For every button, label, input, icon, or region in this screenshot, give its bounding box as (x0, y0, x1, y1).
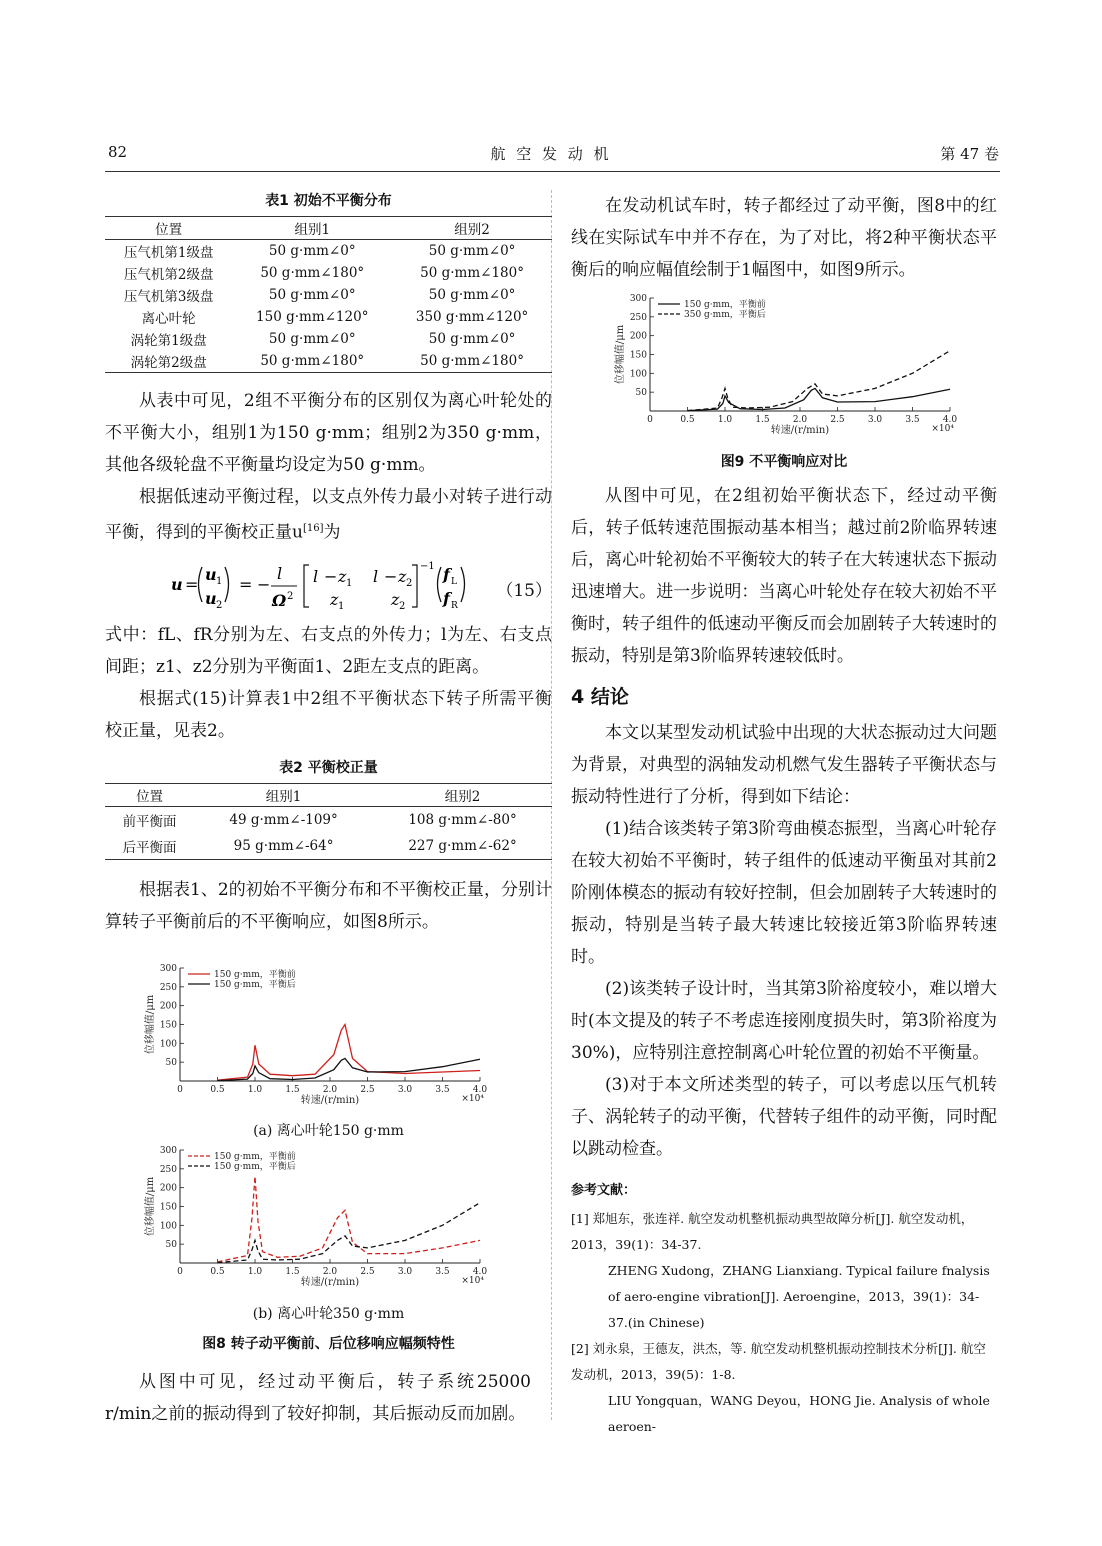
legend-label: 150 g·mm，平衡前 (684, 300, 766, 310)
paragraph: 根据表1、2的初始不平衡分布和不平衡校正量，分别计算转子平衡前后的不平衡响应，如图8所示。 (105, 879, 552, 932)
table-cell: 压气机第1级盘 (123, 245, 214, 261)
y-tick-label: 200 (159, 1001, 177, 1012)
table-cell: 150 g·mm∠120° (256, 309, 369, 325)
x-tick-label: 2.5 (830, 415, 845, 425)
x-tick-label: 0 (177, 1085, 183, 1095)
y-tick-label: 50 (635, 388, 647, 399)
table-row (105, 806, 552, 833)
svg-text:−: − (257, 574, 271, 594)
equation-15 (105, 549, 552, 619)
table-cell: 后平衡面 (105, 833, 194, 860)
x-tick-label: 1.0 (717, 415, 733, 425)
table1-header: 位置 (105, 217, 232, 240)
x-tick-label: 2.0 (322, 1267, 338, 1277)
x-multiplier-label: ×10⁴ (931, 424, 954, 434)
table-cell: 压气机第3级盘 (123, 289, 214, 305)
reference-item: LIU Yongquan，WANG Deyou，HONG Jie. Analysis of whole aeroen- (608, 1393, 990, 1434)
svg-text:=: = (239, 574, 253, 594)
y-tick-label: 250 (159, 982, 177, 993)
table-row (105, 240, 552, 263)
legend-label: 350 g·mm，平衡后 (684, 310, 766, 320)
paragraph: 从图中可见，在2组初始平衡状态下，经过动平衡后，转子低转速范围振动基本相当；越过前2阶临界转速后，离心叶轮初始不平衡较大的转子在大转速状态下振动迅速增大。进一步说明：当离心叶轮处存在较大初始不平衡时，转子组件的低速动平衡反而会加剧转子大转速时的振动，特别是第3阶临界转速较低时。 (571, 486, 997, 666)
paragraph (105, 481, 552, 549)
svg-text:1: 1 (346, 577, 353, 589)
svg-text:1: 1 (216, 575, 223, 587)
table1-header: 组别1 (232, 217, 392, 240)
references-heading: 参考文献： (571, 1183, 637, 1198)
y-tick-label: 300 (629, 294, 647, 304)
paragraph-text: 为 (323, 522, 341, 543)
page-number: 82 (108, 143, 128, 161)
svg-text:R: R (451, 600, 458, 611)
table1 (105, 216, 552, 373)
table-cell: 50 g·mm∠0° (428, 243, 516, 259)
svg-text:2: 2 (216, 599, 223, 611)
table2-header: 组别2 (373, 783, 552, 806)
table-cell: 50 g·mm∠0° (428, 287, 516, 303)
x-tick-label: 2.5 (360, 1267, 375, 1277)
table-cell: 350 g·mm∠120° (415, 309, 529, 325)
y-tick-label: 300 (159, 964, 177, 974)
svg-text:l: l (373, 566, 379, 586)
x-multiplier-label: ×10⁴ (461, 1094, 484, 1104)
svg-text:1: 1 (338, 600, 345, 612)
table-cell: 50 g·mm∠0° (268, 331, 356, 347)
table2-caption: 表2 平衡校正量 (279, 759, 378, 776)
x-tick-label: 4.0 (472, 1085, 488, 1095)
x-tick-label: 0.5 (210, 1267, 225, 1277)
table-cell: 95 g·mm∠-64° (194, 833, 373, 860)
paragraph: 根据式(15)计算表1中2组不平衡状态下转子所需平衡校正量，见表2。 (105, 688, 552, 741)
table-cell: 227 g·mm∠-62° (373, 833, 552, 860)
x-tick-label: 0.5 (210, 1085, 225, 1095)
legend-label: 150 g·mm，平衡前 (214, 970, 296, 980)
table1-caption: 表1 初始不平衡分布 (265, 193, 392, 209)
paragraph: (1)结合该类转子第3阶弯曲模态振型，当离心叶轮存在较大初始不平衡时，转子组件的低速动平衡虽对其前2阶刚体模态的振动有较好控制，但会加剧转子大转速时的振动，特别是当转子最大转速比较接近第3阶临界转速时。 (571, 819, 997, 967)
paragraph: 从图中可见，经过动平衡后，转子系统25000 r/min之前的振动得到了较好抑制，其后振动反而加剧。 (105, 1372, 531, 1424)
series-line (688, 388, 951, 410)
y-tick-label: 100 (159, 1221, 177, 1232)
x-axis-label: 转速/(r/min) (300, 1277, 360, 1288)
svg-text:u: u (171, 574, 183, 594)
x-tick-label: 2.0 (322, 1085, 338, 1095)
svg-text:u: u (205, 564, 217, 584)
table-cell: 前平衡面 (122, 813, 177, 830)
y-tick-label: 50 (165, 1058, 177, 1069)
svg-text:z: z (391, 589, 400, 609)
x-multiplier-label: ×10⁴ (461, 1276, 484, 1286)
x-tick-label: 3.5 (905, 415, 920, 425)
svg-text:L: L (451, 576, 457, 587)
table-row (105, 262, 552, 284)
x-axis-label: 转速/(r/min) (300, 1095, 360, 1106)
svg-text:−: − (324, 566, 338, 586)
right-column (571, 190, 997, 286)
x-tick-label: 1.5 (285, 1267, 300, 1277)
x-tick-label: 3.5 (435, 1267, 450, 1277)
y-tick-label: 250 (629, 312, 647, 323)
x-tick-label: 0.5 (680, 415, 695, 425)
x-tick-label: 4.0 (472, 1267, 488, 1277)
chart-fig9 (571, 290, 997, 440)
svg-text:2: 2 (399, 600, 406, 612)
table-row (105, 284, 552, 306)
x-tick-label: 0 (647, 415, 653, 425)
x-tick-label: 4.0 (942, 415, 958, 425)
table-row (105, 350, 552, 373)
x-tick-label: 3.0 (397, 1085, 413, 1095)
table-cell: 50 g·mm∠0° (268, 243, 356, 259)
y-tick-label: 100 (159, 1039, 177, 1050)
y-axis-label: 位移幅值/μm (145, 994, 156, 1055)
legend-label: 150 g·mm，平衡后 (214, 980, 296, 990)
chart-fig8b (105, 1144, 552, 1302)
table-cell: 50 g·mm∠0° (428, 331, 516, 347)
table-cell: 涡轮第1级盘 (130, 333, 207, 349)
y-axis-label: 位移幅值/μm (615, 324, 626, 385)
section-heading: 4 结论 (571, 686, 629, 708)
svg-text:2: 2 (287, 590, 294, 602)
table-cell: 压气机第2级盘 (123, 267, 214, 283)
table-cell: 50 g·mm∠180° (392, 350, 552, 373)
y-tick-label: 150 (159, 1020, 177, 1031)
x-tick-label: 3.0 (867, 415, 883, 425)
y-tick-label: 50 (165, 1240, 177, 1251)
svg-text:z: z (338, 566, 347, 586)
x-tick-label: 1.5 (285, 1085, 300, 1095)
svg-text:=: = (185, 574, 199, 594)
paragraph: 本文以某型发动机试验中出现的大状态振动过大问题为背景，对典型的涡轴发动机燃气发生器转子平衡状态与振动特性进行了分析，得到如下结论： (571, 723, 997, 807)
x-tick-label: 2.5 (360, 1085, 375, 1095)
x-tick-label: 0 (177, 1267, 183, 1277)
svg-text:z: z (398, 566, 407, 586)
paragraph: (3)对于本文所述类型的转子，可以考虑以压气机转子、涡轮转子的动平衡，代替转子组件的动平衡，同时配以跳动检查。 (571, 1075, 997, 1159)
svg-text:z: z (330, 589, 339, 609)
y-tick-label: 250 (159, 1164, 177, 1175)
series-line (218, 1058, 481, 1080)
table-cell: 108 g·mm∠-80° (408, 811, 517, 828)
series-line (218, 1025, 481, 1081)
legend-label: 150 g·mm，平衡前 (214, 1152, 296, 1162)
right-column-body (571, 480, 997, 1440)
header-rule (105, 171, 1000, 172)
table-row (105, 328, 552, 350)
x-tick-label: 2.0 (792, 415, 808, 425)
table1-header: 组别2 (392, 217, 552, 240)
y-tick-label: 100 (629, 369, 647, 380)
left-column (105, 190, 552, 938)
x-axis-label: 转速/(r/min) (770, 425, 830, 436)
svg-text:Ω: Ω (272, 590, 287, 610)
y-tick-label: 300 (159, 1146, 177, 1156)
figure8-caption: 图8 转子动平衡前、后位移响应幅频特性 (202, 1336, 455, 1352)
journal-title: 航 空 发 动 机 (490, 145, 612, 163)
reference-item: ZHENG Xudong，ZHANG Lianxiang. Typical failure fnalysis of aero-engine vibration[J]. Aeroengine，2013，39(1)：34-37.(in Chinese) (608, 1263, 990, 1330)
paragraph: 式中：fL、fR分别为左、右支点的外传力；l为左、右支点间距；z1、z2分别为平衡面1、2距左支点的距离。 (105, 624, 552, 677)
equation-number: （15） (496, 580, 552, 601)
table-cell: 50 g·mm∠0° (268, 287, 356, 303)
paragraph-text: 根据低速动平衡过程，以支点外传力最小对转子进行动平衡，得到的平衡校正量u (105, 487, 552, 543)
table-cell: 50 g·mm∠180° (260, 265, 365, 281)
svg-text:−1: −1 (420, 560, 435, 572)
reference-item: [2] 刘永泉，王德友，洪杰，等. 航空发动机整机振动控制技术分析[J]. 航空发动机，2013，39(5)：1-8. (571, 1341, 986, 1382)
table2 (105, 783, 552, 860)
svg-text:−: − (384, 566, 398, 586)
figure9-caption: 图9 不平衡响应对比 (720, 454, 848, 470)
equation-graphic (105, 549, 552, 619)
chart-fig8a (105, 960, 552, 1118)
y-tick-label: 150 (159, 1202, 177, 1213)
figure8a-subcaption: (a) 离心叶轮150 g·mm (253, 1123, 404, 1139)
citation: [16] (302, 523, 324, 534)
table-cell: 50 g·mm∠180° (420, 265, 524, 281)
table2-header: 位置 (105, 783, 194, 806)
svg-text:u: u (205, 588, 217, 608)
table2-header: 组别1 (194, 783, 373, 806)
y-axis-label: 位移幅值/μm (145, 1176, 156, 1237)
svg-text:l: l (277, 563, 283, 583)
table-row (105, 306, 552, 328)
volume-label: 第 47 卷 (940, 145, 999, 163)
table-row (105, 833, 552, 860)
svg-text:2: 2 (406, 577, 413, 589)
paragraph: (2)该类转子设计时，当其第3阶裕度较小，难以增大时(本文提及的转子不考虑连接刚度损失时，第3阶裕度为30%)，应特别注意控制离心叶轮位置的初始不平衡量。 (571, 979, 997, 1063)
y-tick-label: 200 (159, 1183, 177, 1194)
reference-item: [1] 郑旭东，张连祥. 航空发动机整机振动典型故障分析[J]. 航空发动机，2013，39(1)：34-37. (571, 1211, 974, 1252)
svg-text:f: f (443, 564, 450, 584)
x-tick-label: 1.5 (755, 415, 770, 425)
figure8b-subcaption: (b) 离心叶轮350 g·mm (252, 1306, 405, 1322)
table-cell: 涡轮第2级盘 (105, 350, 232, 373)
series-line (688, 351, 951, 411)
paragraph: 在发动机试车时，转子都经过了动平衡，图8中的红线在实际试车中并不存在，为了对比，将2种平衡状态平衡后的响应幅值绘制于1幅图中，如图9所示。 (571, 196, 997, 280)
y-tick-label: 150 (629, 350, 647, 361)
x-tick-label: 3.5 (435, 1085, 450, 1095)
svg-text:l: l (313, 566, 319, 586)
table-cell: 49 g·mm∠-109° (229, 811, 338, 828)
paragraph: 从表中可见，2组不平衡分布的区别仅为离心叶轮处的不平衡大小，组别1为150 g·mm；组别2为350 g·mm，其他各级轮盘不平衡量均设定为50 g·mm。 (105, 391, 552, 475)
y-tick-label: 200 (629, 331, 647, 342)
x-tick-label: 1.0 (247, 1085, 263, 1095)
x-tick-label: 3.0 (397, 1267, 413, 1277)
legend-label: 150 g·mm，平衡后 (214, 1162, 296, 1172)
svg-text:f: f (443, 588, 450, 608)
table-cell: 50 g·mm∠180° (232, 350, 392, 373)
table-cell: 离心叶轮 (141, 311, 196, 327)
x-tick-label: 1.0 (247, 1267, 263, 1277)
